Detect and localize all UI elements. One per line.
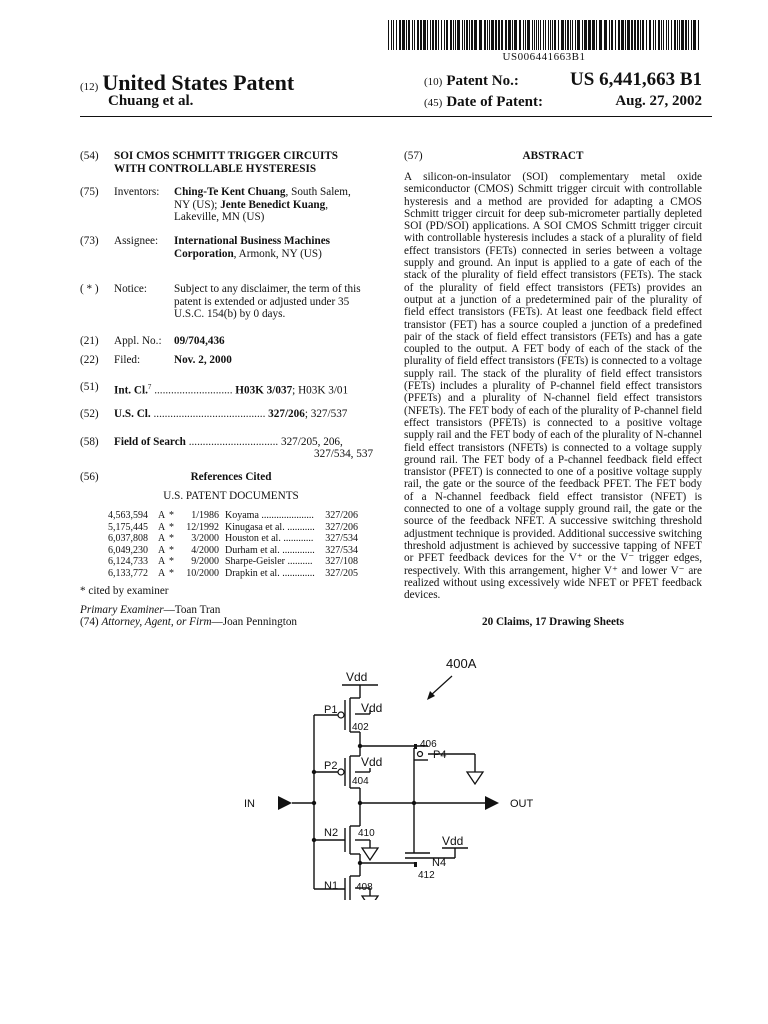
reference-star: * <box>169 510 174 521</box>
claims-sheets: 20 Claims, 17 Drawing Sheets <box>481 616 625 628</box>
int-cl-edition: 7 <box>147 383 152 391</box>
attorney-code: (74) <box>80 616 99 628</box>
us-cl-code: (52) <box>80 408 99 420</box>
n4-label: N4 <box>432 857 447 869</box>
abstract-heading: ABSTRACT <box>522 150 584 162</box>
abstract-code: (57) <box>404 150 423 162</box>
label-404: 404 <box>352 776 369 787</box>
reference-class: 327/205 <box>325 567 358 579</box>
inid-code-12: (12) <box>80 81 99 93</box>
reference-class: 327/534 <box>325 544 358 556</box>
barcode-bar <box>604 20 607 50</box>
barcode-bar <box>596 20 597 50</box>
barcode-bar <box>393 20 394 50</box>
inventor-1-location: , South Salem, <box>285 186 351 198</box>
us-cl-label: U.S. Cl. <box>114 408 151 420</box>
assignee-name-1: International Business Machines <box>174 235 331 247</box>
reference-star: * <box>169 521 174 533</box>
barcode-bar <box>525 20 526 50</box>
reference-inventor: Koyama <box>225 510 259 521</box>
barcode-bar <box>466 20 468 50</box>
reference-kind: A <box>158 567 166 579</box>
barcode-bar <box>666 20 667 50</box>
us-cl-main: 327/206 <box>268 408 305 420</box>
barcode-bar <box>637 20 639 50</box>
inventors-label: Inventors: <box>114 186 160 198</box>
references-table <box>108 510 358 580</box>
barcode-bar <box>558 20 559 50</box>
reference-inventor: Sharpe-Geisler <box>225 556 285 568</box>
references-cited-heading: References Cited <box>190 471 272 483</box>
barcode-bar <box>450 20 452 50</box>
circuit-wires <box>292 685 485 900</box>
int-cl-label: Int. Cl. <box>114 384 148 397</box>
barcode-bar <box>575 20 576 50</box>
reference-inventor: Houston et al. <box>225 533 281 545</box>
assignee-label: Assignee: <box>114 235 159 247</box>
us-cl-row <box>114 408 347 421</box>
reference-inventor-cell <box>225 545 320 557</box>
barcode-bar <box>691 20 692 50</box>
barcode-bar <box>582 20 583 50</box>
field-of-search-dots: ................................ <box>185 436 279 448</box>
barcode-bar <box>655 20 656 50</box>
barcode-bar <box>627 20 630 50</box>
int-cl-row <box>114 381 348 397</box>
barcode-bar <box>455 20 456 50</box>
label-406: 406 <box>420 739 437 750</box>
attorney-label: Attorney, Agent, or Firm <box>101 616 212 628</box>
reference-date: 1/1986 <box>191 510 219 521</box>
barcode-bar <box>661 20 662 50</box>
reference-star: * <box>169 567 174 579</box>
vdd-p2-label: Vdd <box>361 755 383 769</box>
us-cl-rest: ; 327/537 <box>304 408 348 420</box>
barcode-bar <box>663 20 664 50</box>
barcode-bar <box>464 20 465 50</box>
patent-number: US 6,441,663 B1 <box>570 69 702 90</box>
barcode-bar <box>491 20 494 50</box>
reference-row <box>108 522 358 534</box>
inventor-1-name: Ching-Te Kent Chuang <box>174 186 286 198</box>
assignee-code: (73) <box>80 235 99 247</box>
ref-arrow-line <box>430 676 452 696</box>
attorney-name: —Joan Pennington <box>211 616 298 628</box>
barcode-bar <box>469 20 470 50</box>
date-of-patent-row <box>424 93 543 111</box>
reference-number: 6,037,808 <box>108 533 148 545</box>
us-cl-dots: ........................................ <box>150 408 266 420</box>
reference-inventor-cell <box>225 556 320 568</box>
field-of-search-label: Field of Search <box>114 436 186 448</box>
patent-title-line-1: SOI CMOS SCHMITT TRIGGER CIRCUITS <box>114 150 339 162</box>
barcode-bar <box>545 20 546 50</box>
barcode-bar <box>611 20 613 50</box>
title-code: (54) <box>80 150 99 162</box>
reference-number: 5,175,445 <box>108 521 148 533</box>
p1-gate-bubble <box>338 712 344 718</box>
notice-line-1: Subject to any disclaimer, the term of this <box>174 283 361 295</box>
patent-office-title: United States Patent <box>102 70 295 95</box>
reference-class: 327/534 <box>325 533 358 545</box>
barcode-bar <box>487 20 488 50</box>
barcode <box>388 20 700 50</box>
barcode-bar <box>512 20 513 50</box>
barcode-bar <box>618 20 620 50</box>
header-rule <box>80 116 712 117</box>
barcode-bar <box>668 20 669 50</box>
reference-kind: A <box>158 533 166 545</box>
reference-kind: A <box>158 521 166 533</box>
reference-dots: ............ <box>280 533 314 545</box>
barcode-bar <box>391 20 392 50</box>
reference-date: 10/2000 <box>186 567 219 579</box>
reference-star: * <box>169 533 174 545</box>
barcode-bar <box>420 20 422 50</box>
barcode-bar <box>396 20 397 50</box>
reference-date: 9/2000 <box>191 556 219 568</box>
reference-date: 12/1992 <box>186 521 219 533</box>
barcode-bar <box>498 20 500 50</box>
barcode-bar <box>570 20 571 50</box>
barcode-bar <box>565 20 566 50</box>
barcode-bar <box>484 20 486 50</box>
barcode-bar <box>438 20 439 50</box>
notice-line-3: U.S.C. 154(b) by 0 days. <box>174 308 286 320</box>
barcode-bar <box>693 20 696 50</box>
barcode-bar <box>631 20 633 50</box>
barcode-bar <box>621 20 624 50</box>
inid-code-45: (45) <box>424 97 443 109</box>
barcode-bar <box>550 20 551 50</box>
barcode-bar <box>577 20 580 50</box>
barcode-bar <box>677 20 678 50</box>
barcode-bar <box>674 20 676 50</box>
barcode-bar <box>479 20 482 50</box>
reference-inventor: Drapkin et al. <box>225 567 280 579</box>
date-of-patent-label: Date of Patent: <box>446 94 543 110</box>
reference-dots: ........... <box>284 521 315 533</box>
barcode-bar <box>514 20 517 50</box>
barcode-bar <box>615 20 616 50</box>
label-408: 408 <box>356 882 373 893</box>
reference-kind: A <box>158 556 166 568</box>
int-cl-dots: ............................ <box>151 384 233 397</box>
barcode-bar <box>572 20 573 50</box>
barcode-bar <box>519 20 521 50</box>
filed-code: (22) <box>80 354 99 366</box>
assignee <box>174 235 384 260</box>
barcode-bar <box>489 20 490 50</box>
barcode-bar <box>625 20 626 50</box>
reference-inventor-cell <box>225 522 320 534</box>
barcode-bar <box>423 20 426 50</box>
label-412: 412 <box>418 870 435 881</box>
barcode-bar <box>548 20 549 50</box>
reference-class: 327/206 <box>325 510 358 521</box>
p4-gate-bubble <box>418 752 423 757</box>
barcode-bar <box>536 20 537 50</box>
label-410: 410 <box>358 828 375 839</box>
barcode-bar <box>599 20 602 50</box>
out-arrow <box>485 796 499 810</box>
n1-label: N1 <box>324 880 339 892</box>
us-patent-documents-heading: U.S. PATENT DOCUMENTS <box>163 490 299 502</box>
int-cl-main: H03K 3/037 <box>235 384 293 397</box>
reference-row <box>108 510 358 522</box>
barcode-bar <box>444 20 445 50</box>
reference-dots: ..................... <box>258 510 314 521</box>
int-cl-code: (51) <box>80 381 99 393</box>
barcode-bar <box>505 20 507 50</box>
barcode-bar <box>402 20 405 50</box>
vdd-n4-label: Vdd <box>442 834 464 848</box>
reference-number: 6,124,733 <box>108 556 148 568</box>
barcode-bar <box>567 20 569 50</box>
barcode-bar <box>554 20 556 50</box>
field-of-search-line-1: 327/205, 206, <box>280 436 343 448</box>
barcode-bar <box>592 20 595 50</box>
inventor-1-location-2: NY (US); <box>174 198 218 211</box>
abstract-text: A silicon-on-insulator (SOI) complementary metal oxide semiconductor (CMOS) Schmitt trigger circuit with controllable hysteresis and a method are provided for adapting a CMOS Schmitt trigger circuit for deep sub-micrometer partially depleted SOI (PD/SOI) applications. A SOI CMOS Schmitt trigger circuit with controllable hysteresis includes a stack of a plurality of field effect transistors (FETs) connected in series between a voltage supply and ground. An input is applied to a gate of each of the stack of the plurality of field effect transistors (FETs). The stack of the plurality of field effect transistors (FETs) provides an output at a junction of a predetermined pair of the plurality of field effect transistors (FETs). At least one feedback field effect transistor (FET) has a source coupled a junction of a predefined pair of the stack of field effect transistors (FETs) and has a gate coupled to the output. A FET body of each of the stack of the plurality of field effect transistors (FETs) is connected to a voltage supply rail. The stack of the plurality of field effect transistors (FETs) includes a plurality of P-channel field effect transistors (PFETs) and a plurality of N-channel field effect transistors (NFETs). The FET body of each of the plurality of P-channel field effect transistors (PFETs) is connected to a positive voltage supply rail and the FET body of each of the plurality of N-channel field effect transistors (NFETs) is connected to a voltage supply ground rail. The FET body of a P-channel feedback field effect transistor (PFET) is connected to one of a positive voltage supply rail, the gate or the source of the feedback PFET. The FET body of a N-channel feedback field effect transistor (NFET) is connected to one of a voltage supply ground rail, the gate or the source of the feedback NFET. A successive switching threshold adjustment technique is provided. Additional successive switching threshold adjustment is achieved by successive tapping of NFET or PFET feedback devices for the V⁺ or the V⁻ trigger edges, respectively. With this arrangement, higher V⁺ and lower V⁻ are realized without using excessively wide NFET or PFET feedback devices. <box>404 171 702 602</box>
notice-line-2: patent is extended or adjusted under 35 <box>174 295 350 308</box>
vdd-p1-label: Vdd <box>361 701 383 715</box>
figure-ref-label: 400A <box>446 656 477 671</box>
barcode-bar <box>671 20 672 50</box>
p1-label: P1 <box>324 704 338 716</box>
barcode-bar <box>685 20 687 50</box>
date-of-patent: Aug. 27, 2002 <box>615 93 702 109</box>
reference-row <box>108 556 358 568</box>
barcode-bar <box>446 20 448 50</box>
refs-code: (56) <box>80 471 99 483</box>
barcode-bar <box>399 20 401 50</box>
barcode-bar <box>688 20 689 50</box>
primary-examiner-label: Primary Examiner <box>80 604 164 616</box>
barcode-bar <box>552 20 553 50</box>
barcode-bar <box>543 20 544 50</box>
barcode-bar <box>432 20 434 50</box>
reference-row <box>108 533 358 545</box>
barcode-bar <box>538 20 539 50</box>
reference-dots: ............. <box>279 567 315 579</box>
barcode-bar <box>523 20 524 50</box>
field-of-search-line-2: 327/534, 537 <box>314 448 374 460</box>
notice-code: ( * ) <box>80 283 99 295</box>
reference-number: 4,563,594 <box>108 510 148 521</box>
int-cl-rest: ; H03K 3/01 <box>292 384 349 397</box>
reference-inventor-cell <box>225 510 320 522</box>
barcode-bar <box>634 20 636 50</box>
barcode-bar <box>412 20 413 50</box>
patent-number-row <box>424 72 519 90</box>
barcode-bar <box>414 20 415 50</box>
barcode-bar <box>501 20 503 50</box>
reference-row <box>108 545 358 557</box>
patent-number-label: Patent No.: <box>446 73 519 89</box>
reference-dots: .......... <box>284 556 313 568</box>
in-arrow <box>278 796 292 810</box>
p2-gate-bubble <box>338 769 344 775</box>
patent-title-line-2: WITH CONTROLLABLE HYSTERESIS <box>114 162 317 175</box>
assignee-name-2: Corporation <box>174 247 234 260</box>
reference-date: 3/2000 <box>191 533 219 545</box>
inventor-2-name: Jente Benedict Kuang <box>220 198 326 211</box>
filed-date: Nov. 2, 2000 <box>174 354 232 366</box>
barcode-bar <box>561 20 564 50</box>
output-label: OUT <box>510 798 534 810</box>
barcode-bar <box>653 20 654 50</box>
inventors-list <box>174 186 384 224</box>
vdd-top-label: Vdd <box>346 670 368 684</box>
inventor-2-location-2: Lakeville, MN (US) <box>174 211 265 223</box>
barcode-bar <box>457 20 460 50</box>
barcode-bar <box>658 20 660 50</box>
barcode-bar <box>679 20 680 50</box>
barcode-bar <box>698 20 699 50</box>
barcode-bar <box>534 20 535 50</box>
barcode-bar <box>681 20 684 50</box>
filed-label: Filed: <box>114 354 141 366</box>
appl-number: 09/704,436 <box>174 335 225 347</box>
reference-inventor: Kinugasa et al. <box>225 521 285 533</box>
reference-inventor-cell <box>225 568 320 580</box>
barcode-bar <box>408 20 410 50</box>
barcode-bar <box>388 20 389 50</box>
barcode-bar <box>435 20 437 50</box>
input-label: IN <box>244 798 255 810</box>
barcode-bar <box>453 20 454 50</box>
primary-examiner <box>80 604 220 617</box>
inventor-2-location: , <box>325 198 329 211</box>
appl-label: Appl. No.: <box>114 335 162 347</box>
field-of-search-row <box>114 436 343 449</box>
barcode-bar <box>609 20 610 50</box>
primary-examiner-name: —Toan Tran <box>163 604 221 616</box>
inventors-code: (75) <box>80 186 99 198</box>
barcode-bar <box>427 20 428 50</box>
barcode-bar <box>642 20 644 50</box>
barcode-number: US006441663B1 <box>502 51 586 63</box>
barcode-bar <box>640 20 641 50</box>
barcode-bar <box>495 20 497 50</box>
barcode-bar <box>406 20 407 50</box>
inid-code-10: (10) <box>424 76 443 88</box>
reference-class: 327/206 <box>325 521 358 533</box>
barcode-bar <box>417 20 419 50</box>
barcode-bar <box>471 20 473 50</box>
n2-label: N2 <box>324 827 339 839</box>
reference-number: 6,133,772 <box>108 567 148 579</box>
p4-label: P4 <box>433 749 447 761</box>
reference-star: * <box>169 544 174 556</box>
barcode-bar <box>540 20 541 50</box>
attorney <box>80 616 297 629</box>
reference-inventor-cell <box>225 533 320 545</box>
reference-kind: A <box>158 544 166 556</box>
reference-kind: A <box>158 510 166 521</box>
barcode-bar <box>462 20 463 50</box>
reference-class: 327/108 <box>325 556 358 568</box>
barcode-bar <box>508 20 511 50</box>
assignee-location: , Armonk, NY (US) <box>233 247 322 260</box>
notice-label: Notice: <box>114 283 147 295</box>
barcode-bar <box>584 20 587 50</box>
schmitt-trigger-figure <box>230 640 550 900</box>
appl-code: (21) <box>80 335 99 347</box>
barcode-bar <box>474 20 477 50</box>
reference-number: 6,049,230 <box>108 544 148 556</box>
barcode-bar <box>649 20 651 50</box>
inventors-short: Chuang et al. <box>108 93 194 109</box>
reference-star: * <box>169 556 174 568</box>
cited-by-examiner-note: * cited by examiner <box>80 585 169 597</box>
label-402: 402 <box>352 722 369 733</box>
patent-title <box>114 150 338 175</box>
barcode-bar <box>532 20 533 50</box>
barcode-bar <box>527 20 530 50</box>
barcode-bar <box>441 20 442 50</box>
field-of-search-code: (58) <box>80 436 99 448</box>
notice-text <box>174 283 386 321</box>
reference-inventor: Durham et al. <box>225 544 280 556</box>
reference-row <box>108 568 358 580</box>
reference-date: 4/2000 <box>191 544 219 556</box>
barcode-bar <box>588 20 591 50</box>
p2-label: P2 <box>324 760 338 772</box>
reference-dots: ............. <box>279 544 315 556</box>
barcode-bar <box>646 20 647 50</box>
barcode-bar <box>430 20 431 50</box>
